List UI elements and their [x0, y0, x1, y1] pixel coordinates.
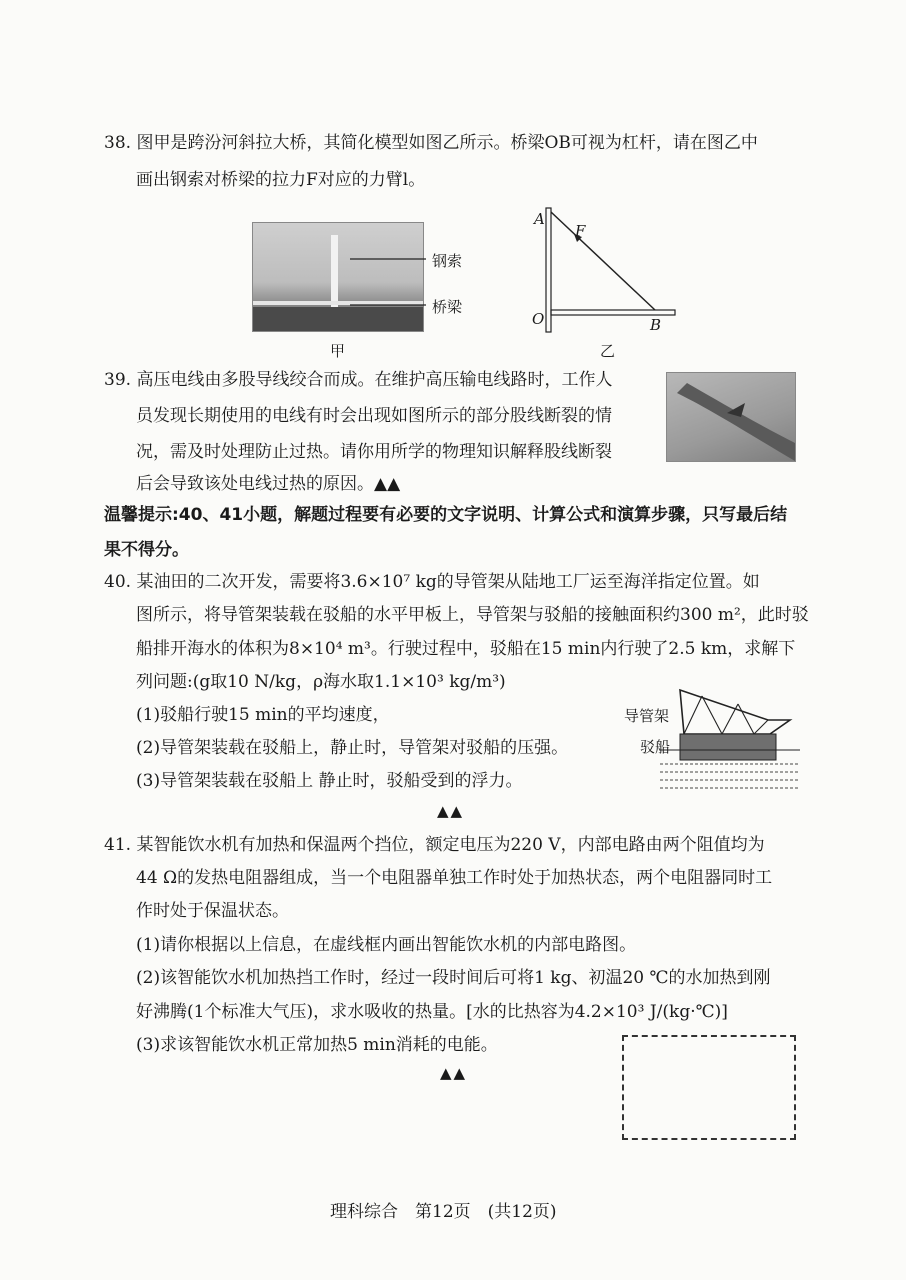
q41-line-3: 作时处于保温状态。 — [136, 901, 289, 921]
label-bridge: 桥梁 — [432, 298, 463, 316]
q40-sub-2: (2)导管架装载在驳船上，静止时，导管架对驳船的压强。 — [136, 738, 569, 758]
barge-diagram — [650, 684, 800, 796]
q41-sub-2a: (2)该智能饮水机加热挡工作时，经过一段时间后可将1 kg、初温20 ℃的水加热到刚 — [136, 968, 771, 988]
cable-photo — [666, 372, 796, 462]
q40-line-1: 40. 某油田的二次开发，需要将3.6×10⁷ kg的导管架从陆地工厂运至海洋指定位置。如 — [104, 572, 760, 592]
q39-line-1: 39. 高压电线由多股导线绞合而成。在维护高压输电线路时，工作人 — [104, 370, 613, 390]
q41-sub-1: (1)请你根据以上信息，在虚线框内画出智能饮水机的内部电路图。 — [136, 935, 637, 955]
q40-sub-1: (1)驳船行驶15 min的平均速度， — [136, 705, 390, 725]
q41-line-1: 41. 某智能饮水机有加热和保温两个挡位，额定电压为220 V，内部电路由两个阻值均为 — [104, 835, 765, 855]
q40-line-2: 图所示，将导管架装载在驳船的水平甲板上，导管架与驳船的接触面积约300 m²，此时驳 — [136, 605, 809, 625]
caption-yi: 乙 — [600, 342, 616, 360]
tip-line-1: 温馨提示:40、41小题，解题过程要有必要的文字说明、计算公式和演算步骤，只写最后结 — [104, 505, 788, 525]
broken-cable-drawing — [667, 373, 795, 461]
lever-diagram — [530, 200, 690, 340]
circuit-drawing-box[interactable] — [622, 1035, 796, 1140]
label-A: A — [534, 210, 545, 228]
fig-jia-leaders — [350, 250, 440, 320]
tip-line-2: 果不得分。 — [104, 540, 189, 560]
label-F: F — [575, 222, 586, 240]
label-O: O — [532, 310, 545, 328]
label-jacket: 导管架 — [624, 707, 670, 725]
caption-jia: 甲 — [330, 342, 346, 360]
q40-line-4: 列问题:(g取10 N/kg，ρ海水取1.1×10³ kg/m³) — [136, 672, 506, 692]
q39-line-2: 员发现长期使用的电线有时会出现如图所示的部分股线断裂的情 — [136, 406, 612, 426]
q41-answer-marks: ▲▲ — [440, 1064, 468, 1082]
page-footer: 理科综合 第12页 (共12页) — [330, 1202, 557, 1222]
q39-line-4: 后会导致该处电线过热的原因。▲▲ — [136, 474, 401, 494]
q38-line-2: 画出钢索对桥梁的拉力F对应的力臂l。 — [136, 170, 426, 190]
label-B: B — [650, 316, 662, 334]
q41-sub-3: (3)求该智能饮水机正常加热5 min消耗的电能。 — [136, 1035, 498, 1055]
q38-line-1: 38. 图甲是跨汾河斜拉大桥，其简化模型如图乙所示。桥梁OB可视为杠杆，请在图乙中 — [104, 133, 758, 153]
label-barge: 驳船 — [640, 738, 671, 756]
q40-answer-marks: ▲▲ — [437, 802, 465, 820]
q41-sub-2b: 好沸腾(1个标准大气压)，求水吸收的热量。[水的比热容为4.2×10³ J/(kg·℃)] — [136, 1002, 728, 1022]
q40-line-3: 船排开海水的体积为8×10⁴ m³。行驶过程中，驳船在15 min内行驶了2.5 km，求解下 — [136, 639, 796, 659]
q41-line-2: 44 Ω的发热电阻器组成，当一个电阻器单独工作时处于加热状态，两个电阻器同时工 — [136, 868, 773, 888]
label-cable: 钢索 — [432, 252, 463, 270]
q39-line-3: 况，需及时处理防止过热。请你用所学的物理知识解释股线断裂 — [136, 442, 612, 462]
q40-sub-3: (3)导管架装载在驳船上 静止时，驳船受到的浮力。 — [136, 771, 523, 791]
